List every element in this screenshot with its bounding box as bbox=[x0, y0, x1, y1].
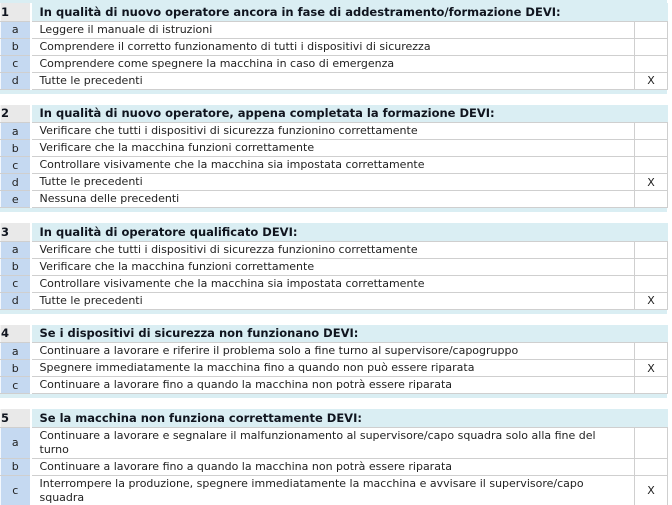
answer-letter: b bbox=[1, 458, 31, 475]
block-divider bbox=[0, 90, 667, 94]
answer-text: Comprendere il corretto funzionamento di tutti i dispositivi di sicurezza bbox=[31, 38, 635, 55]
answer-text: Interrompere la produzione, spegnere immediatamente la macchina e avvisare il supervisore/capo squadra bbox=[31, 475, 635, 505]
answer-text: Controllare visivamente che la macchina sia impostata correttamente bbox=[31, 275, 635, 292]
answer-rows bbox=[1, 343, 668, 394]
answer-text: Continuare a lavorare fino a quando la macchina non potrà essere riparata bbox=[31, 377, 635, 394]
answer-mark-cell bbox=[635, 55, 668, 72]
answer-mark-cell bbox=[635, 157, 668, 174]
answer-row bbox=[1, 360, 668, 377]
answer-rows bbox=[1, 241, 668, 309]
answer-text: Verificare che tutti i dispositivi di sicurezza funzionino correttamente bbox=[31, 123, 635, 140]
question-block bbox=[0, 409, 672, 505]
question-header-row bbox=[1, 325, 668, 343]
answer-row bbox=[1, 241, 668, 258]
question-table bbox=[0, 105, 668, 209]
answer-text: Continuare a lavorare fino a quando la macchina non potrà essere riparata bbox=[31, 458, 635, 475]
question-block bbox=[0, 325, 672, 399]
answer-letter: c bbox=[1, 157, 31, 174]
answer-mark-cell: X bbox=[635, 174, 668, 191]
question-text: In qualità di operatore qualificato DEVI: bbox=[31, 223, 668, 241]
question-header-row bbox=[1, 409, 668, 427]
answer-row bbox=[1, 427, 668, 458]
block-divider bbox=[0, 394, 667, 398]
question-header-row bbox=[1, 105, 668, 123]
answer-row bbox=[1, 140, 668, 157]
question-table bbox=[0, 3, 668, 90]
question-table bbox=[0, 325, 668, 395]
answer-letter: c bbox=[1, 275, 31, 292]
answer-letter: b bbox=[1, 360, 31, 377]
answer-text: Spegnere immediatamente la macchina fino a quando non può essere riparata bbox=[31, 360, 635, 377]
answer-mark-cell bbox=[635, 140, 668, 157]
block-divider bbox=[0, 208, 667, 212]
answer-letter: c bbox=[1, 55, 31, 72]
question-block bbox=[0, 3, 672, 94]
answer-text: Tutte le precedenti bbox=[31, 72, 635, 89]
answer-mark-cell bbox=[635, 377, 668, 394]
answer-mark-cell bbox=[635, 21, 668, 38]
answer-mark-cell bbox=[635, 427, 668, 458]
answer-row bbox=[1, 55, 668, 72]
question-text: Se la macchina non funziona correttamente DEVI: bbox=[31, 409, 668, 427]
answer-letter: a bbox=[1, 241, 31, 258]
question-number: 5 bbox=[1, 409, 31, 427]
answer-mark-cell: X bbox=[635, 360, 668, 377]
answer-row bbox=[1, 157, 668, 174]
answer-mark-cell bbox=[635, 191, 668, 208]
answer-row bbox=[1, 258, 668, 275]
answer-text: Tutte le precedenti bbox=[31, 292, 635, 309]
answer-text: Tutte le precedenti bbox=[31, 174, 635, 191]
answer-row bbox=[1, 174, 668, 191]
answer-row bbox=[1, 72, 668, 89]
answer-row bbox=[1, 458, 668, 475]
answer-text: Controllare visivamente che la macchina sia impostata correttamente bbox=[31, 157, 635, 174]
answer-mark-cell: X bbox=[635, 72, 668, 89]
question-block bbox=[0, 105, 672, 213]
answer-text: Continuare a lavorare e segnalare il malfunzionamento al supervisore/capo squadra solo alla fine del turno bbox=[31, 427, 635, 458]
block-divider bbox=[0, 310, 667, 314]
question-table bbox=[0, 409, 668, 505]
question-text: In qualità di nuovo operatore, appena completata la formazione DEVI: bbox=[31, 105, 668, 123]
question-text: In qualità di nuovo operatore ancora in fase di addestramento/formazione DEVI: bbox=[31, 3, 668, 21]
answer-text: Verificare che la macchina funzioni correttamente bbox=[31, 258, 635, 275]
answer-mark-cell bbox=[635, 258, 668, 275]
answer-mark-cell: X bbox=[635, 292, 668, 309]
answer-letter: d bbox=[1, 174, 31, 191]
answer-letter: d bbox=[1, 72, 31, 89]
question-number: 4 bbox=[1, 325, 31, 343]
answer-row bbox=[1, 292, 668, 309]
answer-mark-cell: X bbox=[635, 475, 668, 505]
question-number: 3 bbox=[1, 223, 31, 241]
answer-letter: e bbox=[1, 191, 31, 208]
answer-text: Continuare a lavorare e riferire il problema solo a fine turno al supervisore/capogruppo bbox=[31, 343, 635, 360]
answer-rows bbox=[1, 427, 668, 505]
answer-letter: b bbox=[1, 258, 31, 275]
answer-row bbox=[1, 377, 668, 394]
answer-text: Verificare che la macchina funzioni correttamente bbox=[31, 140, 635, 157]
answer-mark-cell bbox=[635, 458, 668, 475]
question-block bbox=[0, 223, 672, 314]
answer-letter: a bbox=[1, 123, 31, 140]
question-number: 2 bbox=[1, 105, 31, 123]
answer-row bbox=[1, 38, 668, 55]
answer-letter: a bbox=[1, 427, 31, 458]
answer-mark-cell bbox=[635, 241, 668, 258]
question-header-row bbox=[1, 3, 668, 21]
answer-letter: a bbox=[1, 21, 31, 38]
question-header-row bbox=[1, 223, 668, 241]
answer-row bbox=[1, 275, 668, 292]
answer-row bbox=[1, 191, 668, 208]
answer-mark-cell bbox=[635, 275, 668, 292]
question-text: Se i dispositivi di sicurezza non funzionano DEVI: bbox=[31, 325, 668, 343]
answer-letter: b bbox=[1, 38, 31, 55]
answer-row bbox=[1, 343, 668, 360]
answer-letter: c bbox=[1, 475, 31, 505]
answer-rows bbox=[1, 123, 668, 208]
question-blocks-container bbox=[0, 3, 672, 505]
answer-text: Verificare che tutti i dispositivi di sicurezza funzionino correttamente bbox=[31, 241, 635, 258]
answer-text: Comprendere come spegnere la macchina in caso di emergenza bbox=[31, 55, 635, 72]
answer-letter: a bbox=[1, 343, 31, 360]
answer-text: Leggere il manuale di istruzioni bbox=[31, 21, 635, 38]
answer-mark-cell bbox=[635, 343, 668, 360]
answer-rows bbox=[1, 21, 668, 89]
answer-letter: c bbox=[1, 377, 31, 394]
question-number: 1 bbox=[1, 3, 31, 21]
answer-letter: d bbox=[1, 292, 31, 309]
answer-mark-cell bbox=[635, 123, 668, 140]
answer-mark-cell bbox=[635, 38, 668, 55]
answer-row bbox=[1, 123, 668, 140]
answer-row bbox=[1, 21, 668, 38]
answer-letter: b bbox=[1, 140, 31, 157]
answer-row bbox=[1, 475, 668, 505]
answer-text: Nessuna delle precedenti bbox=[31, 191, 635, 208]
question-table bbox=[0, 223, 668, 310]
